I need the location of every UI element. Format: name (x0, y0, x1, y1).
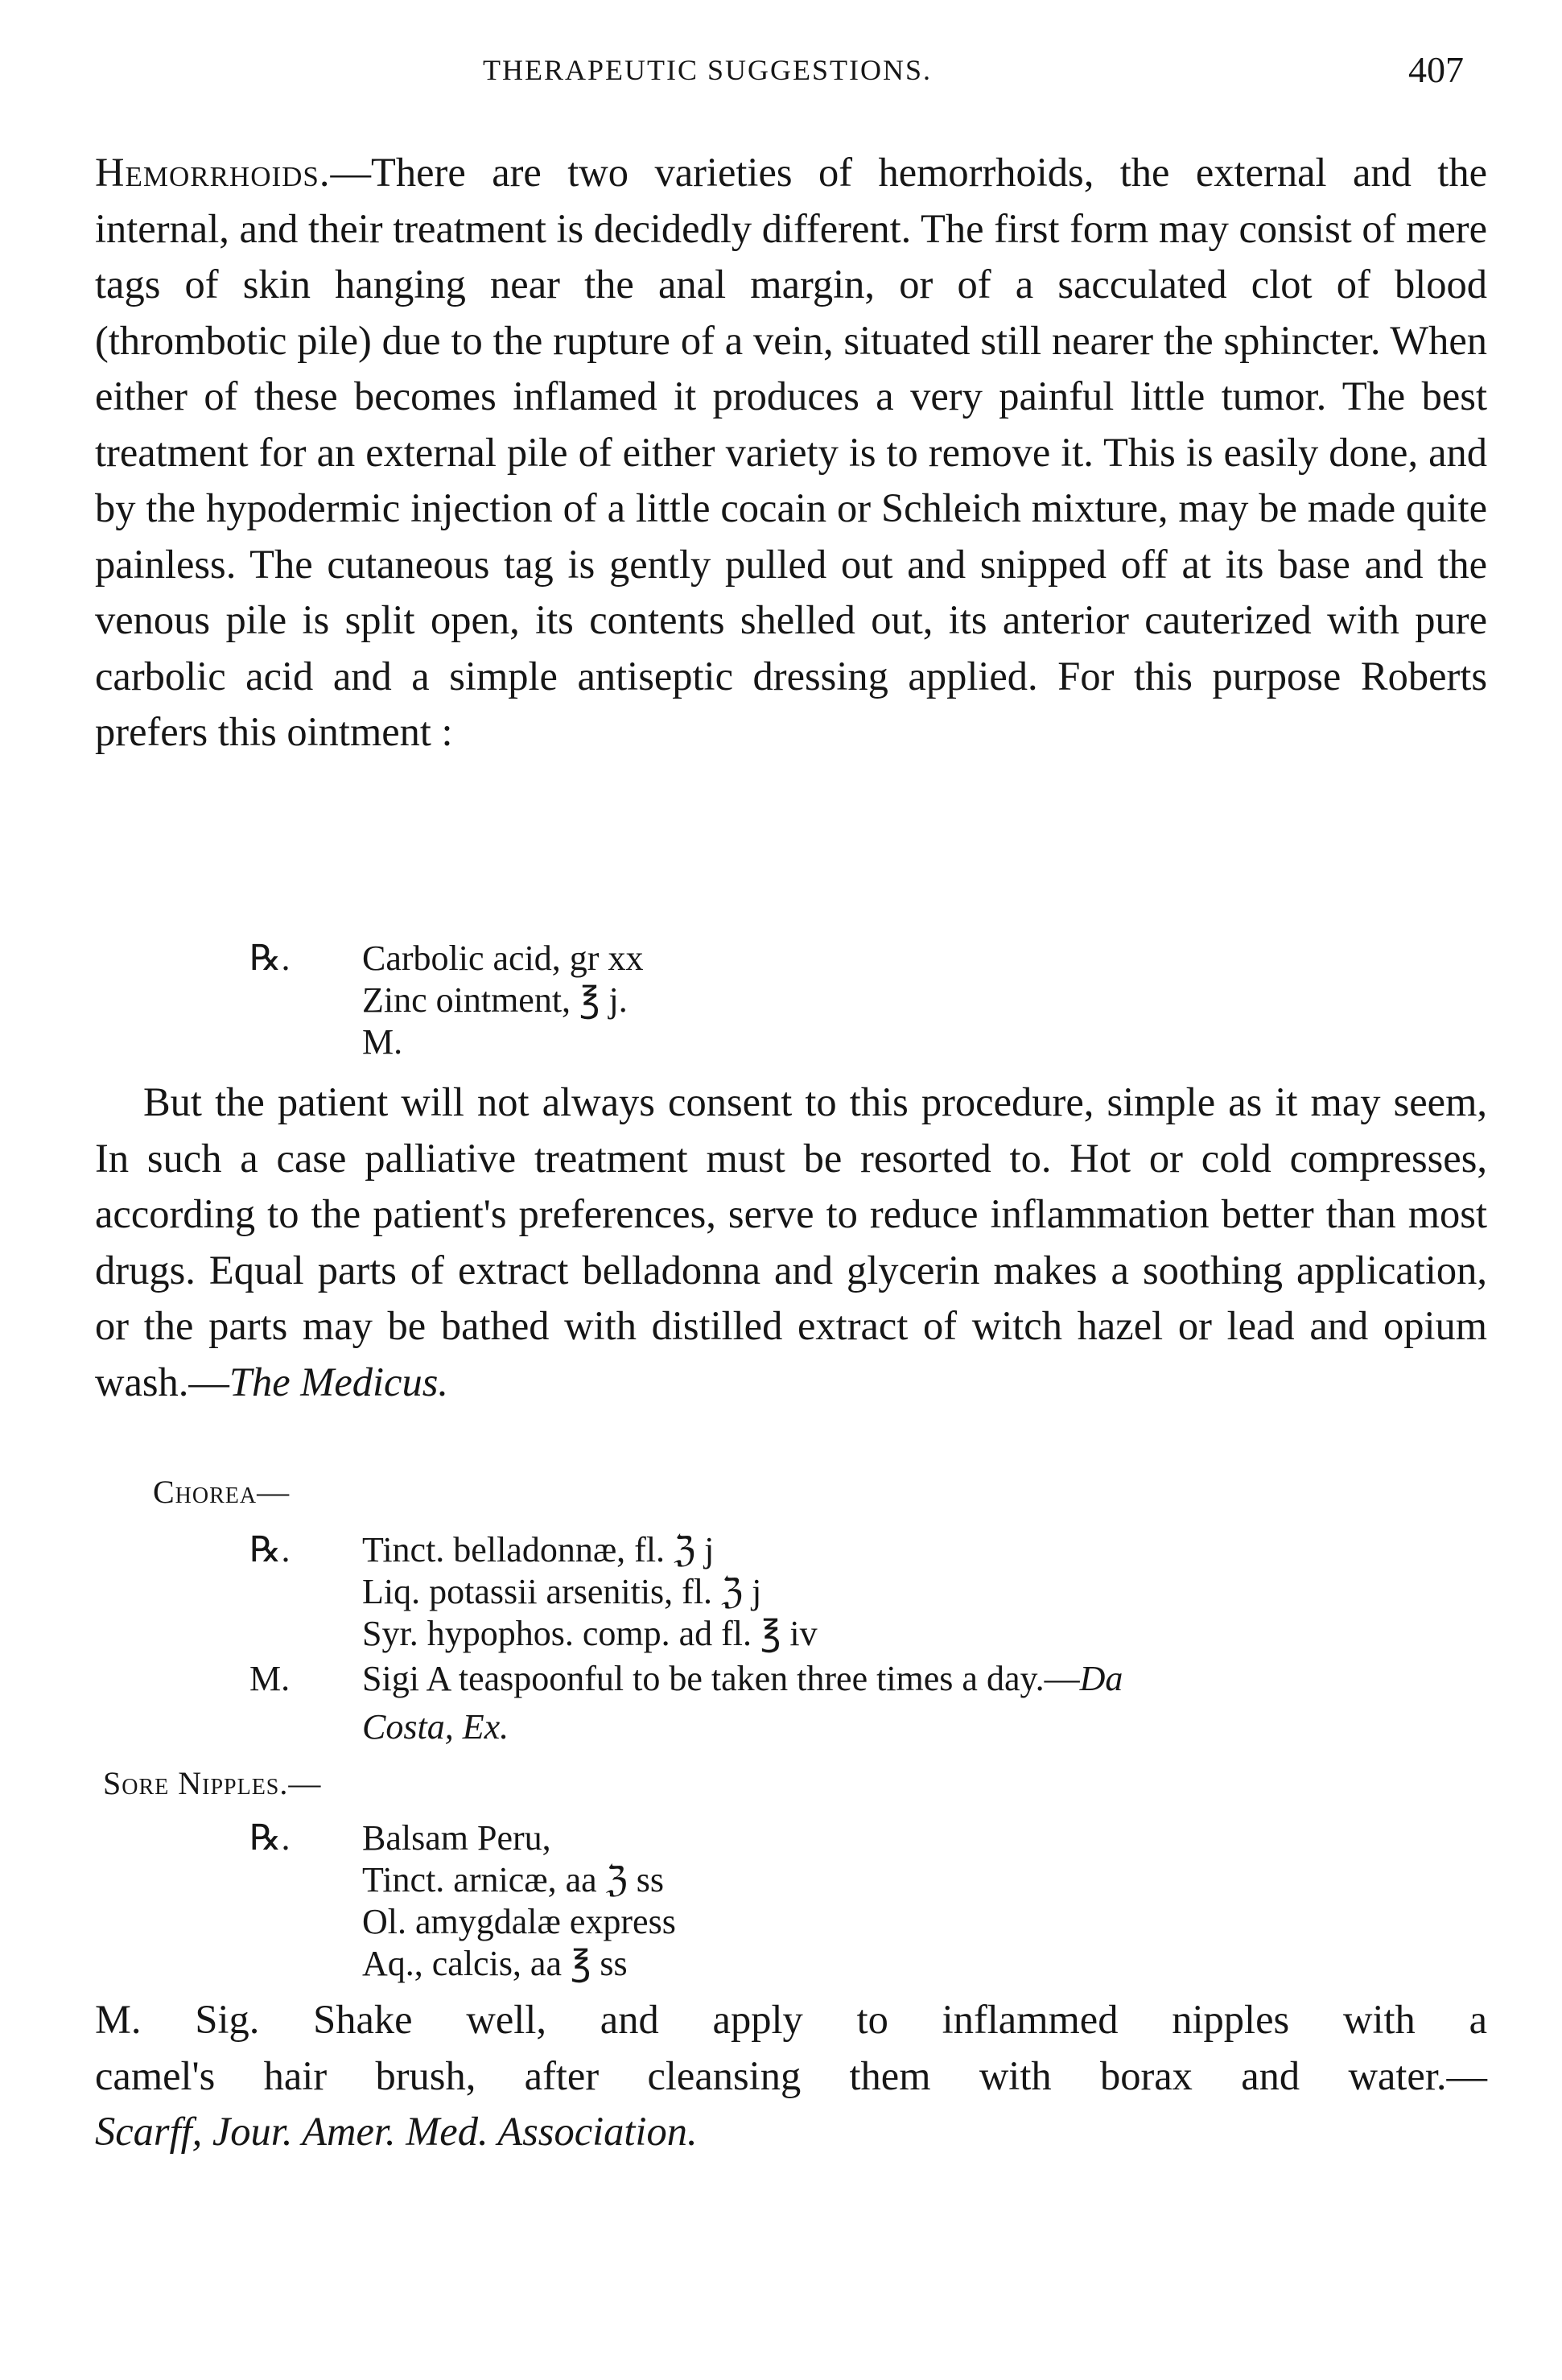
rx-line (249, 980, 643, 1021)
chorea-prescription (249, 1529, 818, 1655)
hemorrhoids-heading: Hemorrhoids. (95, 150, 331, 195)
sig-mix: M. (249, 1659, 291, 1698)
rx-line (249, 1529, 818, 1571)
rx-line (249, 1943, 676, 1985)
chorea-heading: Chorea— (153, 1474, 291, 1510)
sore-nipples-heading: Sore Nipples.— (103, 1765, 322, 1801)
chorea-directions (249, 1658, 1489, 1700)
sore-nipples-prescription (249, 1817, 676, 1985)
ointment-prescription (249, 938, 643, 1063)
hemorrhoids-continuation: But the patient will not always consent to this procedure, simple as it may seem, In such a case palliative treatment must be resorted to. Hot or cold compresses, according to the patient's preferences, serve to reduce inflammation better than most drugs. Equal parts of extract belladonna and glycerin makes a soothing application, or the parts may be bathed with distilled extract of witch hazel or lead and opium wash.—The Medicus. (95, 1079, 1487, 1404)
rx-line (249, 938, 643, 980)
rx-ingredient: Balsam Peru, (362, 1818, 551, 1858)
rx-line (249, 1571, 818, 1613)
sig-text: Sigi A teaspoonful to be taken three times a day.— (362, 1659, 1080, 1698)
hemorrhoids-paragraph (95, 145, 1487, 761)
source-citation: The Medicus. (229, 1359, 449, 1404)
chorea-source: Costa, Ex. (362, 1707, 509, 1747)
rx-ingredient: Zinc ointment, ℥ j. (362, 980, 628, 1020)
page-number: 407 (1408, 49, 1464, 90)
rx-ingredient: Carbolic acid, gr xx (362, 938, 644, 978)
rx-symbol: ℞. (249, 1530, 291, 1569)
rx-ingredient: Tinct. belladonnæ, fl. ℨ j (362, 1530, 715, 1569)
rx-line (249, 1901, 676, 1943)
rx-line (249, 1817, 676, 1859)
source-citation: Da (1079, 1659, 1123, 1698)
sig-line: camel's hair brush, after cleansing them with borax and water.— (95, 2052, 1487, 2098)
rx-symbol: ℞. (249, 1818, 291, 1858)
sore-nipples-directions (95, 1992, 1487, 2160)
rx-ingredient: Liq. potassii arsenitis, fl. ℨ j (362, 1572, 762, 1611)
source-citation: Scarff, Jour. Amer. Med. Association. (95, 2109, 698, 2154)
rx-line (249, 1859, 676, 1901)
rx-line (249, 1613, 818, 1655)
rx-mix: M. (362, 1022, 403, 1062)
rx-ingredient: Ol. amygdalæ express (362, 1902, 676, 1941)
hemorrhoids-body: —There are two varieties of hemorrhoids, the external and the internal, and their treatment is decidedly different. The first form may consist of mere tags of skin hanging near the anal margin, or of a sacculated clot of blood (thrombotic pile) due to the rupture of a vein, situated still nearer the sphincter. When either of these becomes inflamed it produces a very painful little tumor. The best treatment for an external pile of either variety is to remove it. This is easily done, and by the hypodermic injection of a little cocain or Schleich mixture, may be made quite painless. The cutaneous tag is gently pulled out and snipped off at its base and the venous pile is split open, its contents shelled out, its anterior cauterized with pure carbolic acid and a simple antiseptic dressing applied. For this purpose Roberts prefers this ointment : (95, 150, 1487, 754)
rx-line (249, 1021, 643, 1063)
hemorrhoids-section (95, 145, 1487, 761)
rx-ingredient: Syr. hypophos. comp. ad fl. ℥ iv (362, 1614, 818, 1653)
rx-ingredient: Aq., calcis, aa ℥ ss (362, 1944, 628, 1983)
rx-symbol: ℞. (249, 938, 291, 978)
rx-ingredient: Tinct. arnicæ, aa ℨ ss (362, 1860, 665, 1899)
running-title: THERAPEUTIC SUGGESTIONS. (483, 54, 933, 86)
sig-line: M. Sig. Shake well, and apply to inflammed nipples with a (95, 1997, 1487, 2042)
hemorrhoids-continuation-section (95, 1075, 1487, 1410)
